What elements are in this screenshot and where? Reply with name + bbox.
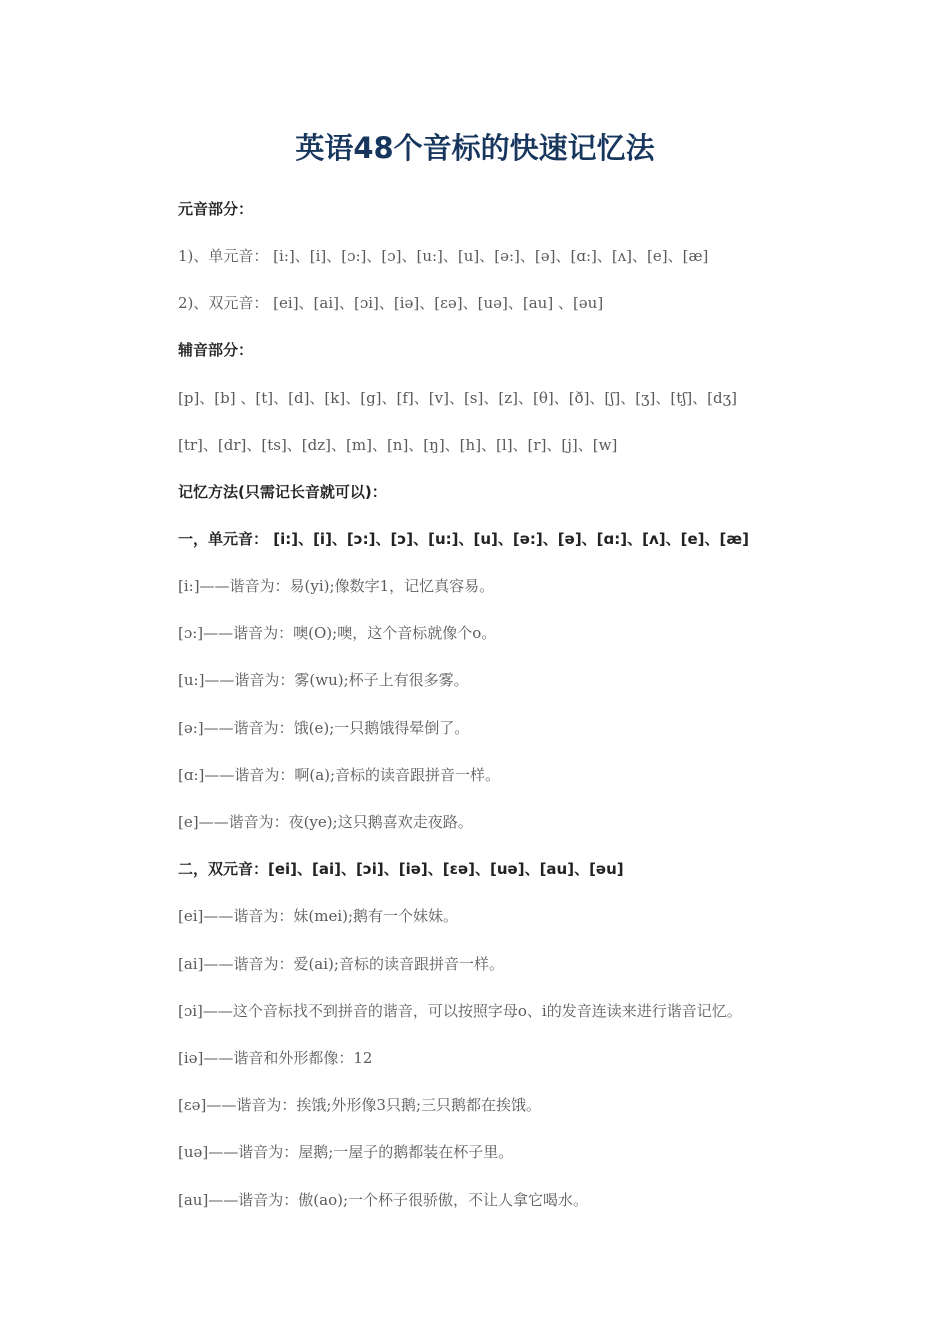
document-title: 英语48个音标的快速记忆法: [295, 131, 655, 165]
mnemonic-line: [ə:]——谐音为：饿(e);一只鹅饿得晕倒了。: [178, 719, 470, 737]
mnemonic-line: [ei]——谐音为：妹(mei);鹅有一个妹妹。: [178, 907, 459, 925]
mnemonic-line: [au]——谐音为：傲(ao);一个杯子很骄傲，不让人拿它喝水。: [178, 1191, 589, 1209]
consonant-list-1: [p]、[b] 、[t]、[d]、[k]、[g]、[f]、[v]、[s]、[z]、[θ]、[ð]、[ʃ]、[ʒ]、[tʃ]、[dʒ]: [178, 389, 737, 407]
mnemonic-line: [ɑ:]——谐音为：啊(a);音标的读音跟拼音一样。: [178, 766, 501, 784]
section-heading-memory-method: 记忆方法(只需记长音就可以)：: [178, 483, 387, 501]
monophthong-list: 1)、单元音： [i:]、[i]、[ɔ:]、[ɔ]、[u:]、[u]、[ə:]、[ə]、[ɑ:]、[ʌ]、[e]、[æ]: [178, 247, 709, 265]
diphthong-list: 2)、双元音： [ei]、[ai]、[ɔi]、[iə]、[ɛə]、[uə]、[au] 、[əu]: [178, 294, 604, 312]
mnemonic-line: [uə]——谐音为：屋鹅;一屋子的鹅都装在杯子里。: [178, 1143, 514, 1161]
mnemonic-line: [e]——谐音为：夜(ye);这只鹅喜欢走夜路。: [178, 813, 473, 831]
mnemonic-line: [u:]——谐音为：雾(wu);杯子上有很多雾。: [178, 671, 469, 689]
mnemonic-line: [i:]——谐音为：易(yi);像数字1，记忆真容易。: [178, 577, 495, 595]
section-heading-consonants: 辅音部分：: [178, 341, 254, 359]
mnemonic-line: [ɛə]——谐音为：挨饿;外形像3只鹅;三只鹅都在挨饿。: [178, 1096, 542, 1114]
mnemonic-line: [ɔi]——这个音标找不到拼音的谐音，可以按照字母o、i的发音连读来进行谐音记忆。: [178, 1002, 742, 1020]
subheading-monophthongs: 一，单元音： [i:]、[i]、[ɔ:]、[ɔ]、[u:]、[u]、[ə:]、[ə]、[ɑ:]、[ʌ]、[e]、[æ]: [178, 530, 749, 548]
consonant-list-2: [tr]、[dr]、[ts]、[dz]、[m]、[n]、[ŋ]、[h]、[l]、[r]、[j]、[w]: [178, 436, 618, 454]
subheading-diphthongs: 二，双元音：[ei]、[ai]、[ɔi]、[iə]、[ɛə]、[uə]、[au]、[əu]: [178, 860, 624, 878]
section-heading-vowels: 元音部分：: [178, 200, 254, 218]
mnemonic-line: [ai]——谐音为：爱(ai);音标的读音跟拼音一样。: [178, 955, 504, 973]
mnemonic-line: [iə]——谐音和外形都像：12: [178, 1049, 373, 1067]
mnemonic-line: [ɔ:]——谐音为：噢(O);噢，这个音标就像个o。: [178, 624, 497, 642]
